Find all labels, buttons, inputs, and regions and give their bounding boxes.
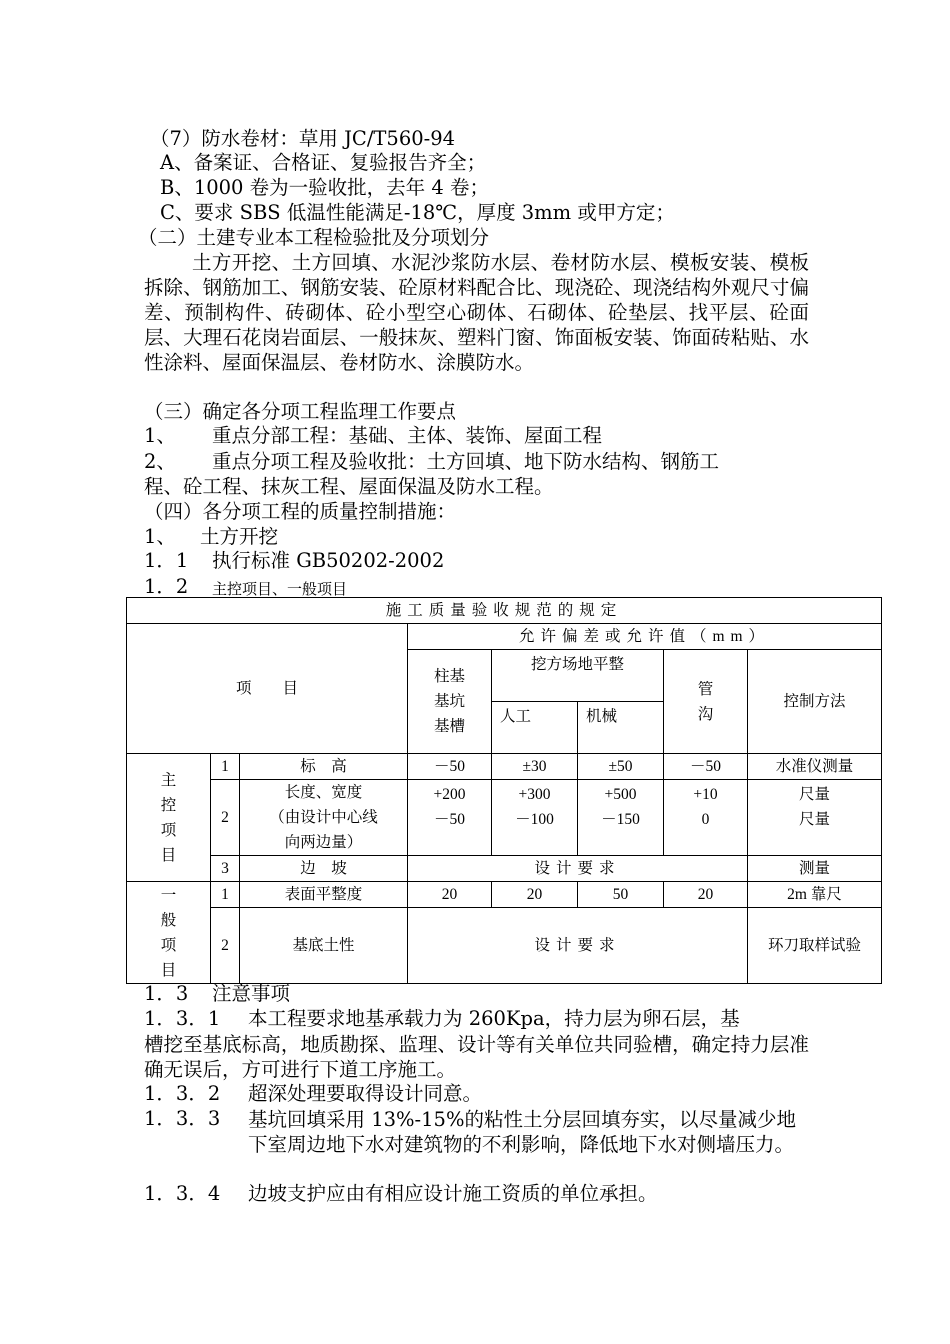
note-1-number: 1．3．1 — [144, 1007, 221, 1030]
cell-ditch — [664, 780, 748, 856]
cell-manual: 20 — [492, 882, 578, 908]
sub-1-1-text: 执行标准 GB50202-2002 — [212, 549, 445, 572]
cell-line: －100 — [515, 811, 554, 828]
note-2-text: 超深处理要取得设计同意。 — [248, 1082, 483, 1105]
item-2-line-1: 重点分项工程及验收批：土方回填、地下防水结构、钢筋工 — [212, 450, 720, 473]
note-3-number: 1．3．3 — [144, 1107, 221, 1130]
cell-line: +300 — [518, 786, 551, 803]
pit-header — [408, 650, 492, 754]
group-char: 项 — [160, 821, 177, 839]
sub-1-number: 1、 — [144, 525, 176, 548]
row-number: 1 — [211, 882, 240, 908]
pit-header-line: 基槽 — [433, 718, 465, 735]
note-1-continuation: 槽挖至基底标高，地质勘探、监理、设计等有关单位共同验槽，确定持力层准确无误后，方可进行下道工序施工。 — [144, 1033, 809, 1081]
item-1-number: 1、 — [144, 424, 176, 447]
sub-1-2-number: 1．2 — [144, 575, 189, 598]
method-header: 控制方法 — [748, 650, 882, 754]
notes-number: 1．3 — [144, 982, 189, 1005]
cell-line: 尺量 — [799, 811, 831, 828]
cell-line: +10 — [693, 786, 718, 803]
group-char: 目 — [160, 846, 177, 864]
main-items-group — [127, 754, 211, 882]
cell-line: 0 — [701, 811, 710, 828]
cell-line: －50 — [433, 811, 465, 828]
cell-ditch: －50 — [664, 754, 748, 780]
row-item — [240, 780, 408, 856]
note-4-number: 1．3．4 — [144, 1182, 221, 1205]
row-item-line: 向两边量） — [284, 834, 363, 851]
cell-pit: 20 — [408, 882, 492, 908]
table-row — [127, 882, 882, 908]
note-3-text: 基坑回填采用 13%-15%的粘性土分层回填夯实，以尽量减少地下室周边地下水对建筑物的不利影响，降低地下水对侧墙压力。 — [248, 1108, 796, 1156]
row-number: 2 — [211, 908, 240, 984]
note-2-number: 1．3．2 — [144, 1082, 221, 1105]
manual-header: 人工 — [492, 702, 578, 754]
cell-pit — [408, 780, 492, 856]
sub-1-text: 土方开挖 — [200, 525, 279, 548]
cell-machine: 50 — [578, 882, 664, 908]
table-row — [127, 780, 882, 856]
cell-design-requirement: 设计要求 — [408, 908, 748, 984]
sub-1-2-text: 主控项目、一般项目 — [212, 580, 348, 598]
quality-spec-table — [126, 597, 882, 984]
section-4-title: （四）各分项工程的质量控制措施： — [144, 500, 457, 523]
section-3-title: （三）确定各分项工程监理工作要点 — [144, 400, 457, 423]
ditch-header-line: 沟 — [697, 705, 714, 723]
cell-method: 环刀取样试验 — [748, 908, 882, 984]
row-item-line: 长度、宽度 — [284, 784, 363, 801]
group-char: 一 — [160, 886, 177, 904]
cell-pit: －50 — [408, 754, 492, 780]
item-header-cell — [127, 624, 408, 754]
allowance-header: 允许偏差或允许值（mm） — [408, 624, 882, 650]
cell-manual — [492, 780, 578, 856]
row-item: 表面平整度 — [240, 882, 408, 908]
group-char: 控 — [160, 796, 177, 814]
item-1-text: 重点分部工程：基础、主体、装饰、屋面工程 — [212, 424, 603, 447]
cell-method: 测量 — [748, 856, 882, 882]
cell-line: 尺量 — [799, 786, 831, 803]
cell-line: +500 — [604, 786, 637, 803]
group-char: 目 — [160, 961, 177, 979]
note-1-first-line: 本工程要求地基承载力为 260Kpa，持力层为卵石层，基 — [248, 1007, 740, 1030]
group-char: 般 — [160, 911, 177, 929]
cell-manual: ±30 — [492, 754, 578, 780]
row-item: 基底土性 — [240, 908, 408, 984]
division-paragraph: 土方开挖、土方回填、水泥沙浆防水层、卷材防水层、模板安装、模板拆除、钢筋加工、钢筋安装、砼原材料配合比、现浇砼、现浇结构外观尺寸偏差、预制构件、砖砌体、砼小型空心砌体、石砌体、砼垫层、找平层、砼面层、大理石花岗岩面层、一般抹灰、塑料门窗、饰面板安装、饰面砖粘贴、水性涂料、屋面保温层、卷材防水、涂膜防水。 — [144, 251, 809, 374]
cell-method: 水准仪测量 — [748, 754, 882, 780]
item-a: A、备案证、合格证、复验报告齐全； — [160, 151, 487, 174]
item-header: 项 目 — [235, 680, 298, 697]
machine-header: 机械 — [578, 702, 664, 754]
group-char: 项 — [160, 936, 177, 954]
item-2-line-2: 程、砼工程、抹灰工程、屋面保温及防水工程。 — [144, 475, 554, 498]
row-item-line: （由设计中心线 — [269, 809, 378, 826]
table-row — [127, 754, 882, 780]
table-row — [127, 908, 882, 984]
note-4-text: 边坡支护应由有相应设计施工资质的单位承担。 — [248, 1182, 658, 1205]
table-row — [127, 856, 882, 882]
sub-1-1-number: 1．1 — [144, 549, 189, 572]
item-2-number: 2、 — [144, 450, 176, 473]
cell-design-requirement: 设计要求 — [408, 856, 748, 882]
ditch-header — [664, 650, 748, 754]
general-items-group — [127, 882, 211, 984]
table-title: 施工质量验收规范的规定 — [127, 598, 882, 624]
row-item: 边 坡 — [240, 856, 408, 882]
pit-header-line: 柱基 — [433, 668, 465, 685]
row-number: 1 — [211, 754, 240, 780]
group-char: 主 — [160, 771, 177, 789]
waterproof-membrane-heading: （7）防水卷材：草用 JC/T560-94 — [150, 127, 456, 150]
cell-ditch: 20 — [664, 882, 748, 908]
cell-line: +200 — [433, 786, 466, 803]
pit-header-line: 基坑 — [433, 693, 465, 710]
row-number: 3 — [211, 856, 240, 882]
cell-method: 2m 靠尺 — [748, 882, 882, 908]
cell-method — [748, 780, 882, 856]
notes-title: 注意事项 — [212, 982, 291, 1005]
item-c: C、要求 SBS 低温性能满足-18℃，厚度 3mm 或甲方定； — [160, 201, 675, 224]
item-b: B、1000 卷为一验收批，去年 4 卷； — [160, 176, 489, 199]
section-2-title: （二）土建专业本工程检验批及分项划分 — [138, 226, 490, 249]
row-number: 2 — [211, 780, 240, 856]
cell-machine — [578, 780, 664, 856]
ditch-header-line: 管 — [697, 680, 714, 698]
site-leveling-header: 挖方场地平整 — [492, 650, 664, 702]
cell-line: －150 — [601, 811, 640, 828]
cell-machine: ±50 — [578, 754, 664, 780]
row-item: 标 高 — [240, 754, 408, 780]
